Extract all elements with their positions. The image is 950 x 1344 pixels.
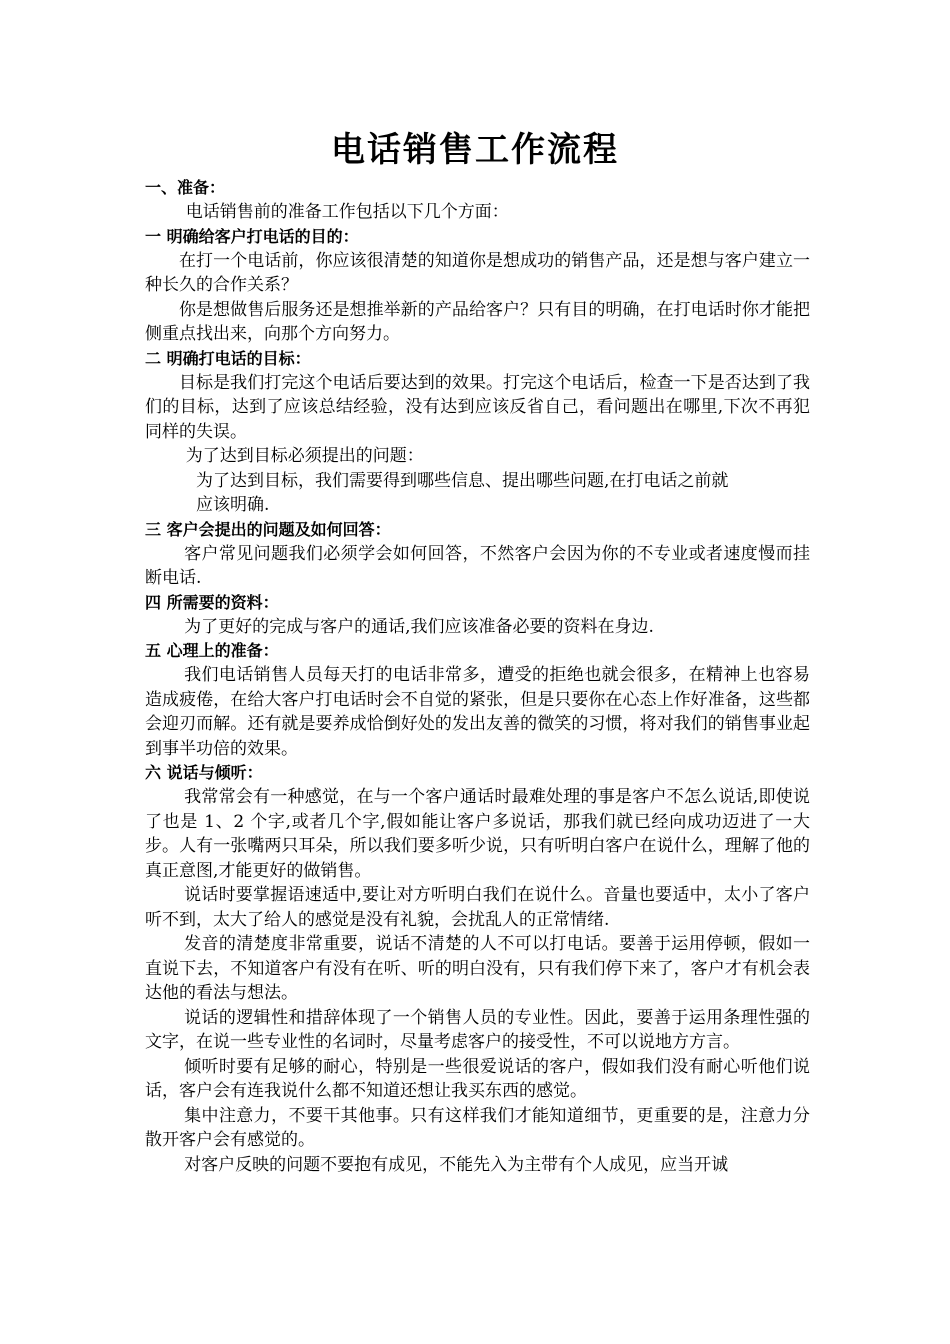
sub-paragraph: [145, 469, 810, 518]
section-heading-goal: 二 明确打电话的目标：: [145, 348, 311, 368]
section-heading-questions: 三 客户会提出的问题及如何回答：: [145, 519, 391, 539]
section-heading-prepare: 一、准备：: [145, 178, 226, 197]
paragraph: 为了更好的完成与客户的通话,我们应该准备必要的资料在身边.: [184, 616, 654, 637]
paragraph: 客户常见问题我们必须学会如何回答，不然客户会因为你的不专业或者速度慢而挂断电话.: [145, 543, 810, 588]
sub-paragraph-line: 为了达到目标，我们需要得到哪些信息、提出哪些问题,在打电话之前就: [196, 470, 729, 491]
sub-paragraph-line: 应该明确.: [196, 495, 270, 515]
paragraph: 说话时要掌握语速适中,要让对方听明白我们在说什么。音量也要适中，太小了客户听不到，太大了给人的感觉是没有礼貌，会扰乱人的正常情绪.: [145, 885, 810, 930]
paragraph: 说话的逻辑性和措辞体现了一个销售人员的专业性。因此，要善于运用条理性强的文字，在说一些专业性的名词时，尽量考虑客户的接受性，不可以说地方方言。: [145, 1007, 810, 1052]
paragraph: 集中注意力，不要干其他事。只有这样我们才能知道细节，更重要的是，注意力分散开客户会有感觉的。: [145, 1105, 810, 1150]
paragraph: 在打一个电话前，你应该很清楚的知道你是想成功的销售产品，还是想与客户建立一种长久的合作关系？: [145, 250, 810, 295]
paragraph: 发音的清楚度非常重要，说话不清楚的人不可以打电话。要善于运用停顿，假如一直说下去，不知道客户有没有在听、听的明白没有，只有我们停下来了，客户才有机会表达他的看法与想法。: [145, 934, 810, 1003]
paragraph: 倾听时要有足够的耐心，特别是一些很爱说话的客户，假如我们没有耐心听他们说话，客户会有连我说什么都不知道还想让我买东西的感觉。: [145, 1056, 810, 1101]
paragraph: 对客户反映的问题不要抱有成见，不能先入为主带有个人成见，应当开诚: [184, 1154, 729, 1175]
document-title: 电话销售工作流程: [331, 130, 619, 170]
section-heading-speak-listen: 六 说话与倾听：: [145, 763, 263, 782]
paragraph: 电话销售前的准备工作包括以下几个方面：: [185, 202, 509, 222]
document-body: [145, 176, 810, 1177]
paragraph: 目标是我们打完这个电话后要达到的效果。打完这个电话后，检查一下是否达到了我们的目标，达到了应该总结经验，没有达到应该反省自己，看问题出在哪里,下次不再犯同样的失误。: [145, 372, 810, 442]
paragraph: 我们电话销售人员每天打的电话非常多，遭受的拒绝也就会很多，在精神上也容易造成疲倦，在给大客户打电话时会不自觉的紧张，但是只要你在心态上作好准备，这些都会迎刃而解。还有就是要养成恰倒好处的发出友善的微笑的习惯，将对我们的销售事业起到事半功倍的效果。: [145, 665, 810, 759]
section-heading-mindset: 五 心理上的准备：: [145, 641, 279, 660]
sub-heading: 为了达到目标必须提出的问题：: [185, 446, 424, 466]
section-heading-materials: 四 所需要的资料：: [145, 592, 279, 612]
paragraph: 我常常会有一种感觉，在与一个客户通话时最难处理的事是客户不怎么说话,即使说了也是 1、2 个字,或者几个字,假如能让客户多说话，那我们就已经向成功迈进了一大步。人有一张嘴两只耳朵，所以我们要多听少说，只有听明白客户在说什么，理解了他的真正意图,才能更好的做销售。: [145, 787, 810, 881]
paragraph: 你是想做售后服务还是想推举新的产品给客户？只有目的明确，在打电话时你才能把侧重点找出来，向那个方向努力。: [145, 299, 810, 344]
section-heading-purpose: 一 明确给客户打电话的目的：: [145, 226, 359, 246]
